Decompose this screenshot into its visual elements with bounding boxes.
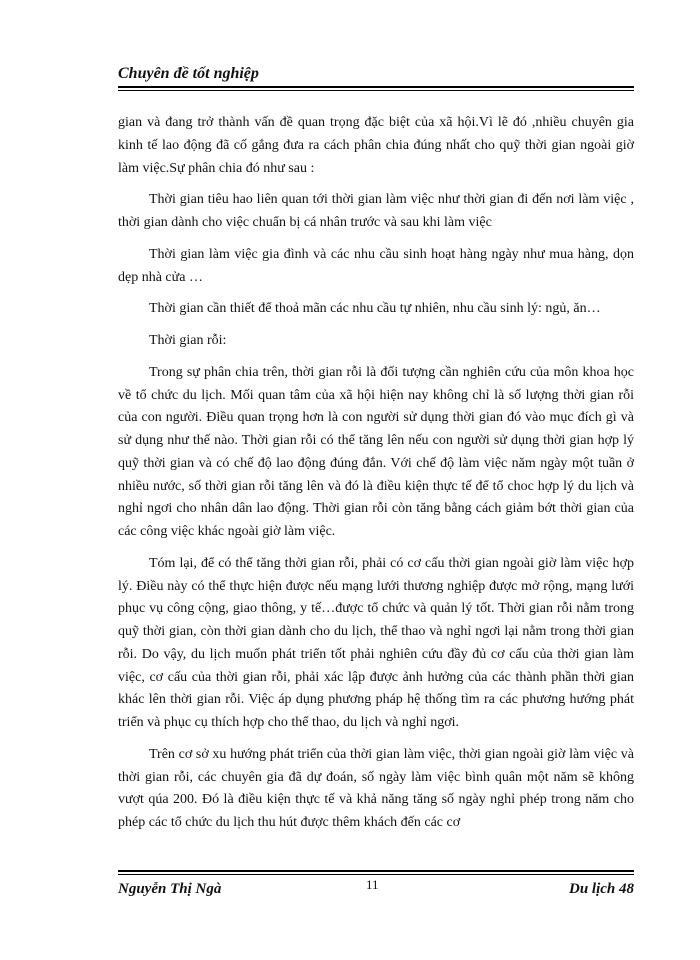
footer-department: Du lịch 48 bbox=[568, 881, 634, 897]
header-rule bbox=[118, 86, 634, 91]
body-text bbox=[118, 112, 634, 844]
page-footer bbox=[118, 870, 634, 903]
page-header bbox=[118, 64, 634, 91]
paragraph: Thời gian rỗi: bbox=[149, 333, 227, 348]
paragraph: Trên cơ sở xu hướng phát triển của thời gian làm việc, thời gian ngoài giờ làm việc và thời gian rỗi, các chuyên gia đã dự đoán, số ngày làm việc bình quân một năm sẽ không vượt qúa 200. Đó là điều kiện thực tế và khả năng tăng số ngày nghỉ phép trong năm cho phép các tổ chức du lịch thu hút được thêm khách đến các cơ bbox=[118, 746, 634, 830]
header-title: Chuyên đề tốt nghiệp bbox=[118, 65, 259, 82]
paragraph: gian và đang trở thành vấn đề quan trọng đặc biệt của xã hội.Vì lẽ đó ,nhiều chuyên gia kinh tế lao động đã cố gắng đưa ra cách phân chia đúng nhất cho quỹ thời gian ngoài giờ làm việc.Sự phân chia đó như sau : bbox=[118, 115, 634, 176]
footer-rule bbox=[118, 870, 634, 875]
paragraph: Thời gian cần thiết để thoả mãn các nhu cầu tự nhiên, nhu cầu sinh lý: ngủ, ăn… bbox=[149, 301, 601, 317]
page-number: 11 bbox=[366, 877, 379, 892]
paragraph: Thời gian tiêu hao liên quan tới thời gian làm việc như thời gian đi đến nơi làm việc , thời gian dành cho việc chuẩn bị cá nhân trước và sau khi làm việc bbox=[118, 192, 634, 230]
footer-author: Nguyễn Thị Ngà bbox=[118, 881, 222, 897]
paragraph: Thời gian làm việc gia đình và các nhu cầu sinh hoạt hàng ngày như mua hàng, dọn dẹp nhà cửa … bbox=[118, 246, 634, 285]
paragraph: Tóm lại, để có thể tăng thời gian rỗi, phải có cơ cấu thời gian ngoài giờ làm việc hợp lý. Điều này có thể thực hiện được nếu mạng lưới thương nghiệp được mở rộng, mạng lưới phục vụ công cộng, giao thông, y tế…được tổ chức và quản lý tốt. Thời gian rỗi nằm trong quỹ thời gian, còn thời gian dành cho du lịch, thể thao và nghỉ ngơi lại nằm trong thời gian rỗi. Do vậy, du lịch muốn phát triển tốt phải nghiên cứu đầy đủ cơ cấu của thời gian làm việc, cơ cấu của thời gian rỗi, phải xác lập được ảnh hưởng của các thành phần thời gian khác lên thời gian rỗi. Việc áp dụng phương pháp hệ thống tìm ra các phương hướng phát triển và phục cụ thích hợp cho thể thao, du lịch và nghỉ ngơi. bbox=[118, 555, 634, 730]
paragraph: Trong sự phân chia trên, thời gian rỗi là đối tượng cần nghiên cứu của môn khoa học về tổ chức du lịch. Mối quan tâm của xã hội hiện nay không chỉ là số lượng thời gian rỗi của con người. Điều quan trọng hơn là con người sử dụng thời gian đó vào mục đích gì và sử dụng như thế nào. Thời gian rỗi có thể tăng lên nếu con người sử dụng thời gian hợp lý quỹ thời gian và có chế độ lao động đúng đắn. Với chế độ làm việc năm ngày một tuần ở nhiều nước, số thời gian rỗi tăng lên và đó là điều kiện thực tế để tổ choc hợp lý du lịch và nghỉ ngơi cho nhân dân lao động. Thời gian rỗi còn tăng bằng cách giảm bớt thời gian của các công việc khác ngoài giờ làm việc. bbox=[118, 364, 634, 539]
